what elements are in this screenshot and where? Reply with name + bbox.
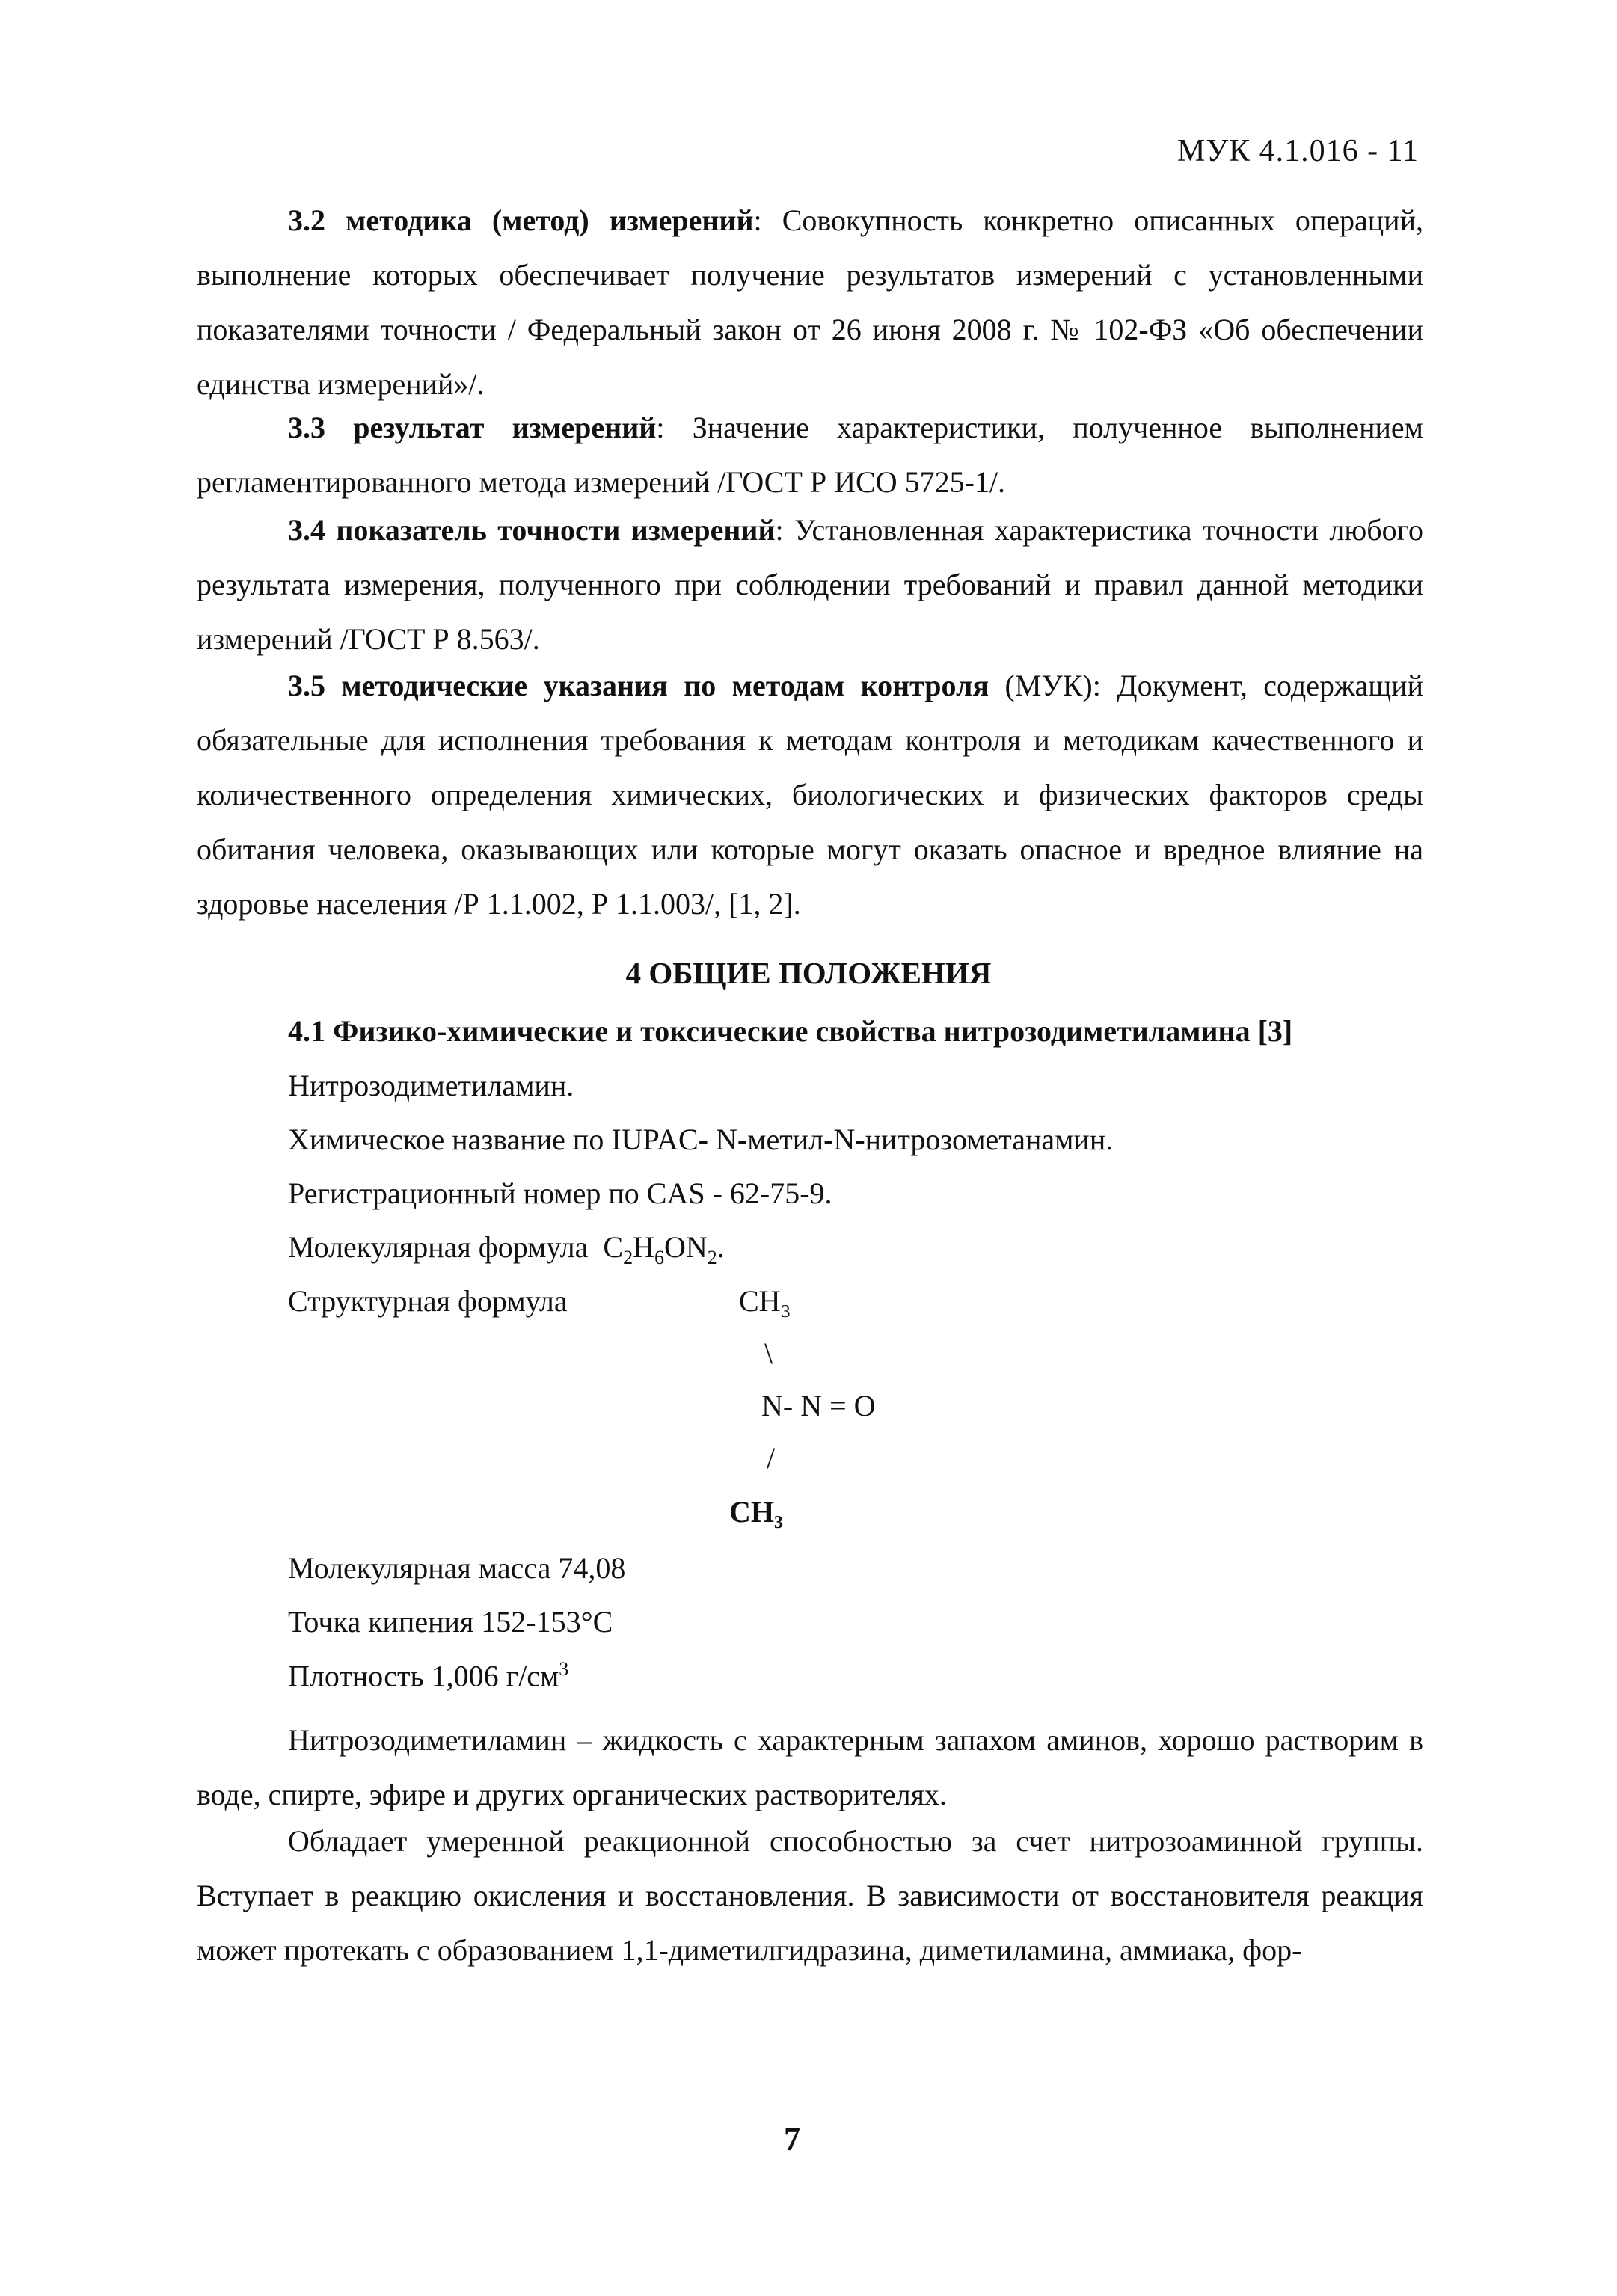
term: 3.2 методика (метод) измерений — [288, 203, 754, 237]
formula-n-n-o: N- N = O — [761, 1389, 876, 1422]
definition-text: : Установленная характеристика точности любого результата измерения, полученного при соблюдении требований и правил данной методики измерений /ГОСТ Р 8.563/. — [197, 513, 1424, 656]
subsection-heading: 4.1 Физико-химические и токсические свойства нитрозодиметиламина [3] — [288, 1014, 1293, 1048]
term: 3.5 методические указания по методам контроля — [288, 669, 989, 702]
formula-ch3-top: CH₃ — [739, 1284, 791, 1318]
formula-bond-slash: / — [767, 1441, 776, 1475]
definition-text: : Совокупность конкретно описанных операций, выполнение которых обеспечивает получение результатов измерений с установленными показателями точности / Федеральный закон от 26 июня 2008 г. № 102-ФЗ «Об обеспечении единства измерений»/. — [197, 203, 1423, 401]
molecular-formula-value: $C_2H_6ON_2$. — [603, 1230, 725, 1268]
boiling-point: Точка кипения 152-153°С — [288, 1605, 613, 1639]
iupac-name: Химическое название по IUPAC- N-метил-N-нитрозометанамин. — [288, 1123, 1114, 1156]
page-number: 7 — [784, 2121, 800, 2158]
structural-formula-label: Структурная формула — [288, 1284, 568, 1318]
term: 3.4 показатель точности измерений — [288, 513, 776, 547]
document-code: МУК 4.1.016 - 11 — [1176, 134, 1419, 168]
reactivity-paragraph: Обладает умеренной реакционной способностью за счет нитрозоаминной группы. Вступает в реакцию окисления и восстановления. В зависимости от восстановителя реакция может протекать с образованием 1,1-диметилгидразина, диметиламина, аммиака, фор- — [197, 1824, 1423, 1967]
section-heading: 4 ОБЩИЕ ПОЛОЖЕНИЯ — [625, 956, 992, 990]
density: Плотность 1,006 $г/см^3$ — [288, 1658, 569, 1693]
molecular-mass: Молекулярная масса 74,08 — [288, 1551, 626, 1585]
definition-3-2 — [197, 193, 1423, 411]
definition-3-5 — [197, 658, 1423, 931]
definition-3-3 — [197, 400, 1423, 509]
formula-bond-backslash: \ — [764, 1336, 773, 1370]
formula-ch3-bottom: CH₃ — [729, 1495, 783, 1529]
molecular-formula — [288, 1230, 725, 1269]
molecular-formula-label: Молекулярная формула — [288, 1230, 589, 1264]
compound-name: Нитрозодиметиламин. — [288, 1069, 574, 1102]
definition-text: (МУК): Документ, содержащий обязательные для исполнения требования к методам контроля и методикам качественного и количественного определения химических, биологических и физических факторов среды обитания человека, оказывающих или которые могут оказать опасное и вредное влияние на здоровье населения /Р 1.1.002, Р 1.1.003/, [1, 2]. — [197, 669, 1424, 921]
term: 3.3 результат измерений — [288, 411, 657, 444]
definition-text: : Значение характеристики, полученное выполнением регламентированного метода измерений /ГОСТ Р ИСО 5725-1/. — [197, 411, 1423, 499]
cas-number: Регистрационный номер по CAS - 62-75-9. — [288, 1176, 832, 1210]
definition-3-4 — [197, 503, 1423, 666]
properties-paragraph: Нитрозодиметиламин – жидкость с характерным запахом аминов, хорошо растворим в воде, спирте, эфире и других органических растворителях. — [197, 1723, 1423, 1811]
